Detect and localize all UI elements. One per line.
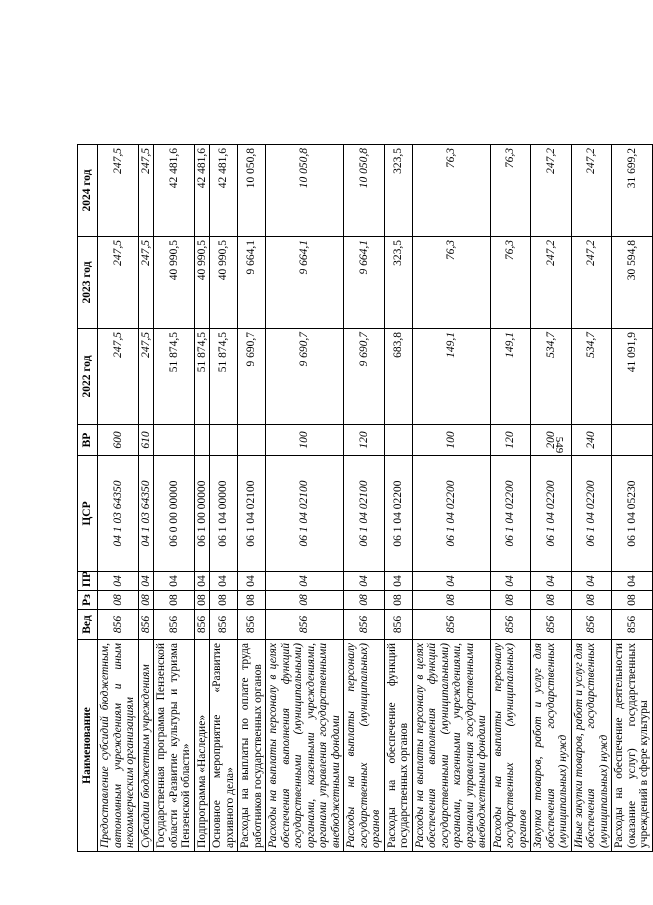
cell-2024: 10 050,8 — [344, 145, 385, 237]
cell-2022: 9 690,7 — [266, 329, 344, 425]
cell-2023: 30 594,8 — [612, 237, 653, 329]
cell-pr: 04 — [266, 572, 344, 591]
cell-csr: 06 1 04 05230 — [612, 456, 653, 572]
cell-2023: 323,5 — [384, 237, 412, 329]
cell-2024: 10 050,8 — [266, 145, 344, 237]
cell-2022: 149,1 — [412, 329, 490, 425]
cell-vr: 600 — [98, 425, 139, 456]
cell-2022: 51 874,5 — [154, 329, 195, 425]
cell-2023: 40 990,5 — [194, 237, 210, 329]
cell-2023: 9 664,1 — [238, 237, 266, 329]
cell-csr: 06 1 04 02200 — [384, 456, 412, 572]
table-row — [238, 57, 266, 852]
cell-2022: 9 690,7 — [344, 329, 385, 425]
cell-ved: 856 — [154, 610, 195, 640]
cell-2023: 247,5 — [98, 237, 139, 329]
cell-name: Иные закупки товаров, работ и услуг для обеспечения государственных (муниципальных) нужд — [571, 640, 612, 852]
cell-vr: 240 — [571, 425, 612, 456]
cell-name: Государственная программа Пензенской области «Развитие культуры и туризма Пензенской области» — [154, 640, 195, 852]
cell-ved: 856 — [412, 610, 490, 640]
cell-csr: 06 1 04 02200 — [412, 456, 490, 572]
cell-pr: 04 — [210, 572, 238, 591]
header-2022: 2022 год — [78, 329, 98, 425]
table-row — [531, 57, 572, 852]
cell-ved: 856 — [266, 610, 344, 640]
cell-csr: 06 1 04 02100 — [266, 456, 344, 572]
table-row — [571, 57, 612, 852]
rotated-page — [77, 57, 650, 852]
cell-2023: 9 664,1 — [344, 237, 385, 329]
cell-2022: 9 690,7 — [238, 329, 266, 425]
cell-rz: 08 — [384, 591, 412, 610]
cell-2023: 40 990,5 — [210, 237, 238, 329]
budget-table — [77, 56, 653, 852]
cell-pr: 04 — [98, 572, 139, 591]
cell-2024: 10 050,8 — [238, 145, 266, 237]
cell-pr: 04 — [412, 572, 490, 591]
header-csr: ЦСР — [78, 456, 98, 572]
cell-pr: 04 — [138, 572, 154, 591]
cell-name: Расходы на обеспечение деятельности (оказание услуг) государственных учреждений в сфере культуры — [612, 640, 653, 852]
cell-2024: 42 481,6 — [210, 145, 238, 237]
cell-2022: 247,5 — [98, 329, 139, 425]
cell-vr — [210, 425, 238, 456]
cell-csr: 04 1 03 64350 — [98, 456, 139, 572]
cell-2024: 42 481,6 — [154, 145, 195, 237]
cell-2022: 534,7 — [571, 329, 612, 425]
cell-2022: 41 091,9 — [612, 329, 653, 425]
cell-2023: 247,5 — [138, 237, 154, 329]
cell-csr: 06 1 04 02100 — [238, 456, 266, 572]
cell-rz: 08 — [531, 591, 572, 610]
cell-name: Субсидии бюджетным учреждениям — [138, 640, 154, 852]
cell-name: Подпрограмма «Наследие» — [194, 640, 210, 852]
cell-2022: 149,1 — [490, 329, 531, 425]
cell-2022: 51 874,5 — [194, 329, 210, 425]
cell-vr — [154, 425, 195, 456]
cell-ved: 856 — [612, 610, 653, 640]
cell-rz: 08 — [138, 591, 154, 610]
cell-vr — [384, 425, 412, 456]
cell-ved: 856 — [98, 610, 139, 640]
cell-2022: 247,5 — [138, 329, 154, 425]
cell-rz: 08 — [412, 591, 490, 610]
cell-pr: 04 — [490, 572, 531, 591]
cell-csr: 06 1 04 02200 — [571, 456, 612, 572]
cell-vr — [194, 425, 210, 456]
cell-name: Расходы на выплаты по оплате труда работников государственных органов — [238, 640, 266, 852]
table-row — [344, 57, 385, 852]
table-row — [98, 57, 139, 852]
cell-rz: 08 — [194, 591, 210, 610]
cell-ved: 856 — [490, 610, 531, 640]
cell-name: Закупка товаров, работ и услуг для обеспечения государственных (муниципальных) нужд — [531, 640, 572, 852]
cell-2023: 76,3 — [490, 237, 531, 329]
cell-ved: 856 — [238, 610, 266, 640]
header-ved: Вед — [78, 610, 98, 640]
cell-vr: 200 — [531, 425, 572, 456]
cell-vr — [238, 425, 266, 456]
cell-2022: 51 874,5 — [210, 329, 238, 425]
cell-pr: 04 — [571, 572, 612, 591]
cell-vr: 610 — [138, 425, 154, 456]
cell-vr: 120 — [490, 425, 531, 456]
cell-rz: 08 — [210, 591, 238, 610]
cell-csr: 06 1 04 00000 — [210, 456, 238, 572]
cell-2024: 247,5 — [138, 145, 154, 237]
cell-rz: 08 — [612, 591, 653, 610]
cell-name: Расходы на выплаты персоналу государственных (муниципальных) органов — [344, 640, 385, 852]
header-name: Наименование — [78, 640, 98, 852]
table-row — [412, 57, 490, 852]
cell-rz: 08 — [154, 591, 195, 610]
cell-2023: 40 990,5 — [154, 237, 195, 329]
table-row — [490, 57, 531, 852]
cell-vr: 120 — [344, 425, 385, 456]
cell-ved: 856 — [210, 610, 238, 640]
table-row — [384, 57, 412, 852]
cell-name: Расходы на обеспечение функций государственных органов — [384, 640, 412, 852]
table-row — [154, 57, 195, 852]
cell-name: Предоставление субсидий бюджетным, автономным учреждениям и иным некоммерческим организациям — [98, 640, 139, 852]
cell-2024: 76,3 — [412, 145, 490, 237]
cell-rz: 08 — [344, 591, 385, 610]
cell-pr: 04 — [154, 572, 195, 591]
cell-2023: 247,2 — [571, 237, 612, 329]
cell-2024: 76,3 — [490, 145, 531, 237]
table-row — [138, 57, 154, 852]
cell-2024: 247,2 — [571, 145, 612, 237]
cell-pr: 04 — [612, 572, 653, 591]
table-row — [210, 57, 238, 852]
cell-rz: 08 — [238, 591, 266, 610]
cell-vr: 100 — [266, 425, 344, 456]
cell-2024: 42 481,6 — [194, 145, 210, 237]
cell-2024: 323,5 — [384, 145, 412, 237]
table-row — [194, 57, 210, 852]
cell-pr: 04 — [384, 572, 412, 591]
header-row — [78, 57, 98, 852]
header-2024: 2024 год — [78, 145, 98, 237]
cell-2022: 534,7 — [531, 329, 572, 425]
cell-vr — [612, 425, 653, 456]
cell-name: Основное мероприятие «Развитие архивного дела» — [210, 640, 238, 852]
cell-2023: 76,3 — [412, 237, 490, 329]
cell-rz: 08 — [266, 591, 344, 610]
cell-ved: 856 — [384, 610, 412, 640]
cell-ved: 856 — [531, 610, 572, 640]
cell-csr: 04 1 03 64350 — [138, 456, 154, 572]
cell-2023: 9 664,1 — [266, 237, 344, 329]
cell-csr: 06 1 04 02200 — [490, 456, 531, 572]
cell-rz: 08 — [571, 591, 612, 610]
cell-csr: 06 1 04 02100 — [344, 456, 385, 572]
cell-ved: 856 — [571, 610, 612, 640]
cell-2022: 683,8 — [384, 329, 412, 425]
cell-csr: 06 1 04 02200 — [531, 456, 572, 572]
header-rz: Рз — [78, 591, 98, 610]
cell-pr: 04 — [344, 572, 385, 591]
cell-2024: 247,2 — [531, 145, 572, 237]
header-vr: ВР — [78, 425, 98, 456]
cell-pr: 04 — [238, 572, 266, 591]
cell-pr: 04 — [194, 572, 210, 591]
cell-name: Расходы на выплаты персоналу в целях обеспечения выполнения функций государственными (муниципальными) органами, казенными учреждениями, органами управления государственными внебюджетными фондами — [412, 640, 490, 852]
table-body — [98, 57, 653, 852]
header-2023: 2023 год — [78, 237, 98, 329]
page-number: 549 — [553, 436, 565, 454]
cell-2023: 247,2 — [531, 237, 572, 329]
cell-csr: 06 1 00 00000 — [194, 456, 210, 572]
cell-pr: 04 — [531, 572, 572, 591]
table-row — [266, 57, 344, 852]
header-pr: ПР — [78, 572, 98, 591]
cell-rz: 08 — [98, 591, 139, 610]
cell-2024: 247,5 — [98, 145, 139, 237]
table-row — [612, 57, 653, 852]
cell-ved: 856 — [138, 610, 154, 640]
cell-csr: 06 0 00 00000 — [154, 456, 195, 572]
cell-name: Расходы на выплаты персоналу в целях обеспечения выполнения функций государственными (муниципальными) органами, казенными учреждениями, органами управления государственными внебюджетными фондами — [266, 640, 344, 852]
cell-vr: 100 — [412, 425, 490, 456]
cell-2024: 31 699,2 — [612, 145, 653, 237]
cell-ved: 856 — [344, 610, 385, 640]
cell-rz: 08 — [490, 591, 531, 610]
cell-name: Расходы на выплаты персоналу государственных (муниципальных) органов — [490, 640, 531, 852]
cell-ved: 856 — [194, 610, 210, 640]
